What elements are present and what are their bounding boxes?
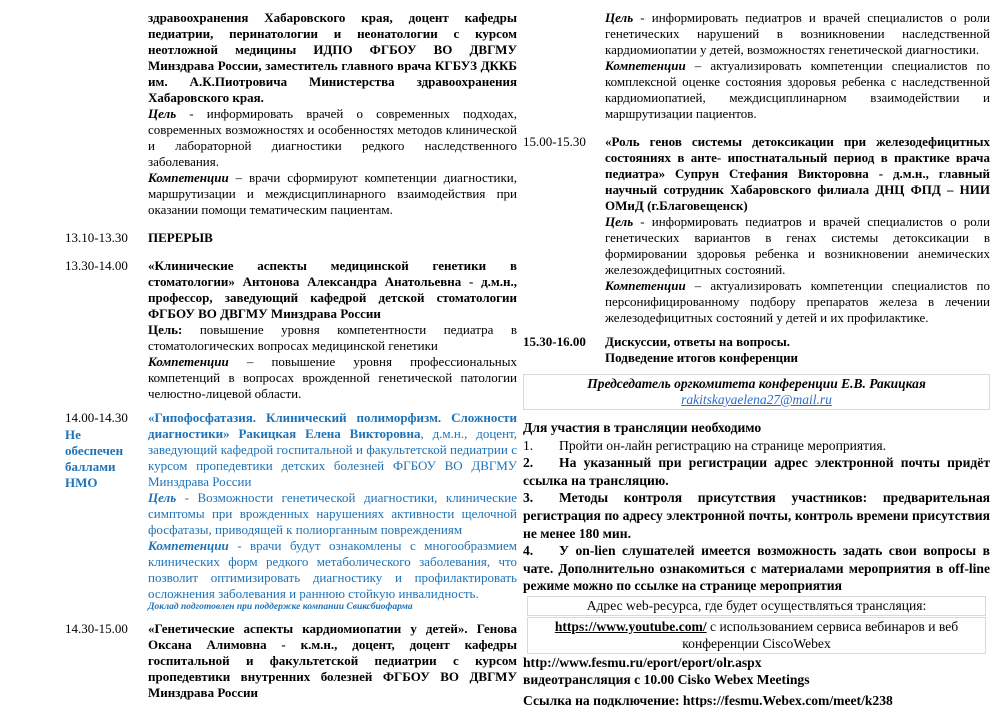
session-row-detox-genes [523, 134, 990, 326]
item-text: Методы контроля присутствия участников: предварительная регистрация по адресу электронной почты, контроль времени присутствия не менее 180 мин. [523, 490, 990, 541]
fesmu-link-line [523, 654, 990, 672]
competencies-label: Компетенции [148, 170, 229, 185]
session-row-discussion [523, 334, 990, 366]
time-gutter [65, 410, 148, 613]
competencies-label: Компетенции [148, 538, 229, 553]
continued-session-block [65, 10, 517, 218]
session-body [148, 10, 517, 218]
goal-label: Цель [605, 10, 634, 25]
goal-label: Цель [148, 490, 177, 505]
broadcast-line: видеотрансляция с 10.00 Cisko Webex Meetings [523, 672, 810, 688]
item-number: 3. [523, 490, 534, 506]
goal-label: Цель [605, 214, 634, 229]
time-gutter [65, 10, 148, 218]
competencies-label: Компетенции [148, 354, 229, 369]
left-column [65, 10, 517, 701]
youtube-link[interactable]: https://www.youtube.com/ [554, 618, 707, 634]
sponsor-footnote: Доклад подготовлен при поддержке компании Свиксбиофарма [148, 602, 413, 612]
goal-paragraph [148, 490, 517, 538]
session-body [605, 134, 990, 326]
participation-section [523, 419, 990, 707]
session-body [605, 10, 990, 122]
summary-line: Подведение итогов конференции [605, 350, 799, 365]
session-time: 15.00-15.30 [523, 134, 586, 149]
participation-item-4 [523, 542, 990, 595]
speaker-name: Ракицкая Елена Викторовна [229, 426, 421, 441]
session-time: 14.00-14.30 [65, 410, 128, 425]
competencies-text: – актуализировать компетенции специалистов по персонифицированному подбору препаратов железа в лечении железодефицитных состояний у детей и их профилактике. [605, 278, 990, 325]
session-time: 13.30-14.00 [65, 258, 128, 273]
session-body [148, 621, 517, 701]
goal-text: - информировать педиатров и врачей специалистов о роли генетических нарушений в возникновении наследственной кардиомиопатии у детей, возможностях генетической диагностики. [605, 10, 990, 57]
competencies-text: - врачи будут ознакомлены с многообразмием клинических форм редкого метаболического заболевания, что позволит оптимизировать диагностику и профилактировать осложнения заболевания и раннюю стойкую инвалидность. [148, 538, 517, 601]
competencies-label: Компетенции [605, 58, 686, 73]
item-text: На указанный при регистрации адрес электронной почты придёт ссылка на трансляцию. [523, 455, 990, 488]
speaker-affiliation [148, 10, 517, 106]
session-body [148, 410, 517, 613]
goal-paragraph [605, 214, 990, 278]
chairman-email-link[interactable]: rakitskayaelena27@mail.ru [681, 392, 832, 407]
discussion-line: Дискуссии, ответы на вопросы. [605, 334, 790, 349]
competencies-paragraph [148, 170, 517, 218]
session-body [605, 334, 990, 366]
goal-text: - информировать педиатров и врачей специалистов о роли генетических вариантов в генах системы детоксикации в формировании здоровья ребенка и возникновении анемических железождефицитных состояний. [605, 214, 990, 277]
session-time: 14.30-15.00 [65, 621, 128, 636]
item-text: У on-lien слушателей имеется возможность задать свои вопросы в чате. Дополнительно ознакомиться с материалами мероприятия в off-line режиме можно по ссылке на странице мероприятия [523, 543, 990, 594]
chairman-box [523, 374, 990, 410]
participation-item-3 [523, 489, 990, 542]
competencies-text: – повышение уровня профессиональных компетенций в вопросах врожденной генетической патологии челюстно-лицевой области. [148, 354, 517, 401]
participation-item-1 [523, 437, 990, 455]
session-break-row [65, 230, 517, 246]
item-number: 2. [523, 455, 534, 471]
chairman-email-line [527, 392, 986, 408]
connection-links [523, 654, 990, 707]
time-gutter [523, 10, 605, 122]
nmo-note: Не обеспечен баллами НМО [65, 427, 124, 490]
item-text: Пройти он-лайн регистрацию на странице мероприятия. [559, 437, 887, 453]
session-header: «Генетические аспекты кардиомиопатии у детей». Генова Оксана Алимовна - к.м.н., доцент, доцент кафедры госпитальной и факультетской педиатрии с курсом пропедевтики внутренних болезней ФГБОУ ВО ДВГМУ Минздрава России [148, 621, 517, 700]
session-body [148, 258, 517, 402]
session-title: «Гипофосфатазия. Клинический полиморфизм. Сложности диагностики» [148, 410, 517, 441]
webcast-address-line: Адрес web-ресурса, где будет осуществляться трансляция: [586, 597, 927, 613]
session-row-cardiomyopathy [65, 621, 517, 701]
affiliation-text: здравоохранения Хабаровского края, доцент кафедры педиатрии, перинатологии и неонатологии с курсом неотложной медицины ИДПО ФГБОУ ВО ДВГМУ Минздрава России, заместитель главного врача КГБУЗ ДККБ им. А.К.Пиотровича Министерства здравоохранения Хабаровского края. [148, 10, 517, 105]
competencies-text: – актуализировать компетенции специалистов по комплексной оценке состояния здоровья ребенка с наследственной кардиомиопатией, междисциплинарном взаимодействии и маршрутизации пациентов. [605, 58, 990, 121]
session-header [148, 410, 517, 490]
goal-label: Цель: [148, 322, 183, 337]
session-time: 13.10-13.30 [65, 230, 128, 245]
session-row-hypophosphatasia [65, 410, 517, 613]
participation-heading: Для участия в трансляции необходимо [523, 420, 762, 435]
webcast-youtube-line [530, 618, 983, 653]
webcast-youtube-box [527, 617, 986, 654]
fesmu-link[interactable]: http://www.fesmu.ru/eport/eport/olr.aspx [523, 654, 762, 670]
goal-paragraph [148, 322, 517, 354]
session-header: «Роль генов системы детоксикации при железодефицитных состояниях в анте- ипостнатальный период в практике врача педиатра» Супрун Стефания Викторовна - д.м.н., главный научный сотрудник Хабаровского филиала ДНЦ ФПД – НИИ ОМиД (г.Благовещенск) [605, 134, 990, 213]
item-number: 4. [523, 543, 534, 559]
participation-item-2 [523, 454, 990, 489]
competencies-paragraph [148, 354, 517, 402]
connect-label: Ссылка на подключение: [523, 692, 683, 707]
youtube-suffix: с использованием сервиса вебинаров и веб конференции CiscoWebex [682, 618, 959, 652]
goal-label: Цель [148, 106, 177, 121]
session-row-stomatology [65, 258, 517, 402]
competencies-paragraph [605, 58, 990, 122]
session-header: «Клинические аспекты медицинской генетики в стоматологии» Антонова Александра Анатольевна - д.м.н., профессор, заведующий кафедрой детской стоматологии ФГБОУ ВО ДВГМУ Минздрава России [148, 258, 517, 321]
competencies-paragraph [605, 278, 990, 326]
session-time: 15.30-16.00 [523, 334, 586, 349]
goal-text: - информировать врачей о современных подходах, современных возможностях и особенностях методов клинической и лабораторной диагностики редкого наследственного заболевания. [148, 106, 517, 169]
competencies-paragraph [148, 538, 517, 602]
goal-paragraph [148, 106, 517, 170]
continued-session-block [523, 10, 990, 122]
goal-paragraph [605, 10, 990, 58]
break-title: ПЕРЕРЫВ [148, 230, 213, 245]
goal-text: повышение уровня компетентности педиатра в стоматологических вопросах медицинской генетики [148, 322, 517, 353]
right-column [523, 10, 990, 707]
speaker-credentials: , д.м.н., доцент, заведующий кафедрой госпитальной и факультетской педиатрии с курсом пропедевтики детских болезней ФГБОУ ВО ДВГМУ Минздрава России [148, 426, 517, 489]
connect-line [523, 692, 990, 707]
competencies-text: – врачи сформируют компетенции диагностики, маршрутизации и междисциплинарного взаимодействия при оказании помощи тематическим пациентам. [148, 170, 517, 217]
chairman-title: Председатель оргкомитета конференции Е.В. Ракицкая [587, 376, 926, 391]
webex-link[interactable]: https://fesmu.Webex.com/meet/k238 [682, 692, 893, 707]
webcast-address-box [527, 596, 986, 616]
goal-text: - Возможности генетической диагностики, клинические симптомы при врожденных нарушениях активности щелочной фосфатазы, приводящей к полиорганным повреждениям [148, 490, 517, 537]
item-number: 1. [523, 437, 534, 453]
competencies-label: Компетенции [605, 278, 686, 293]
